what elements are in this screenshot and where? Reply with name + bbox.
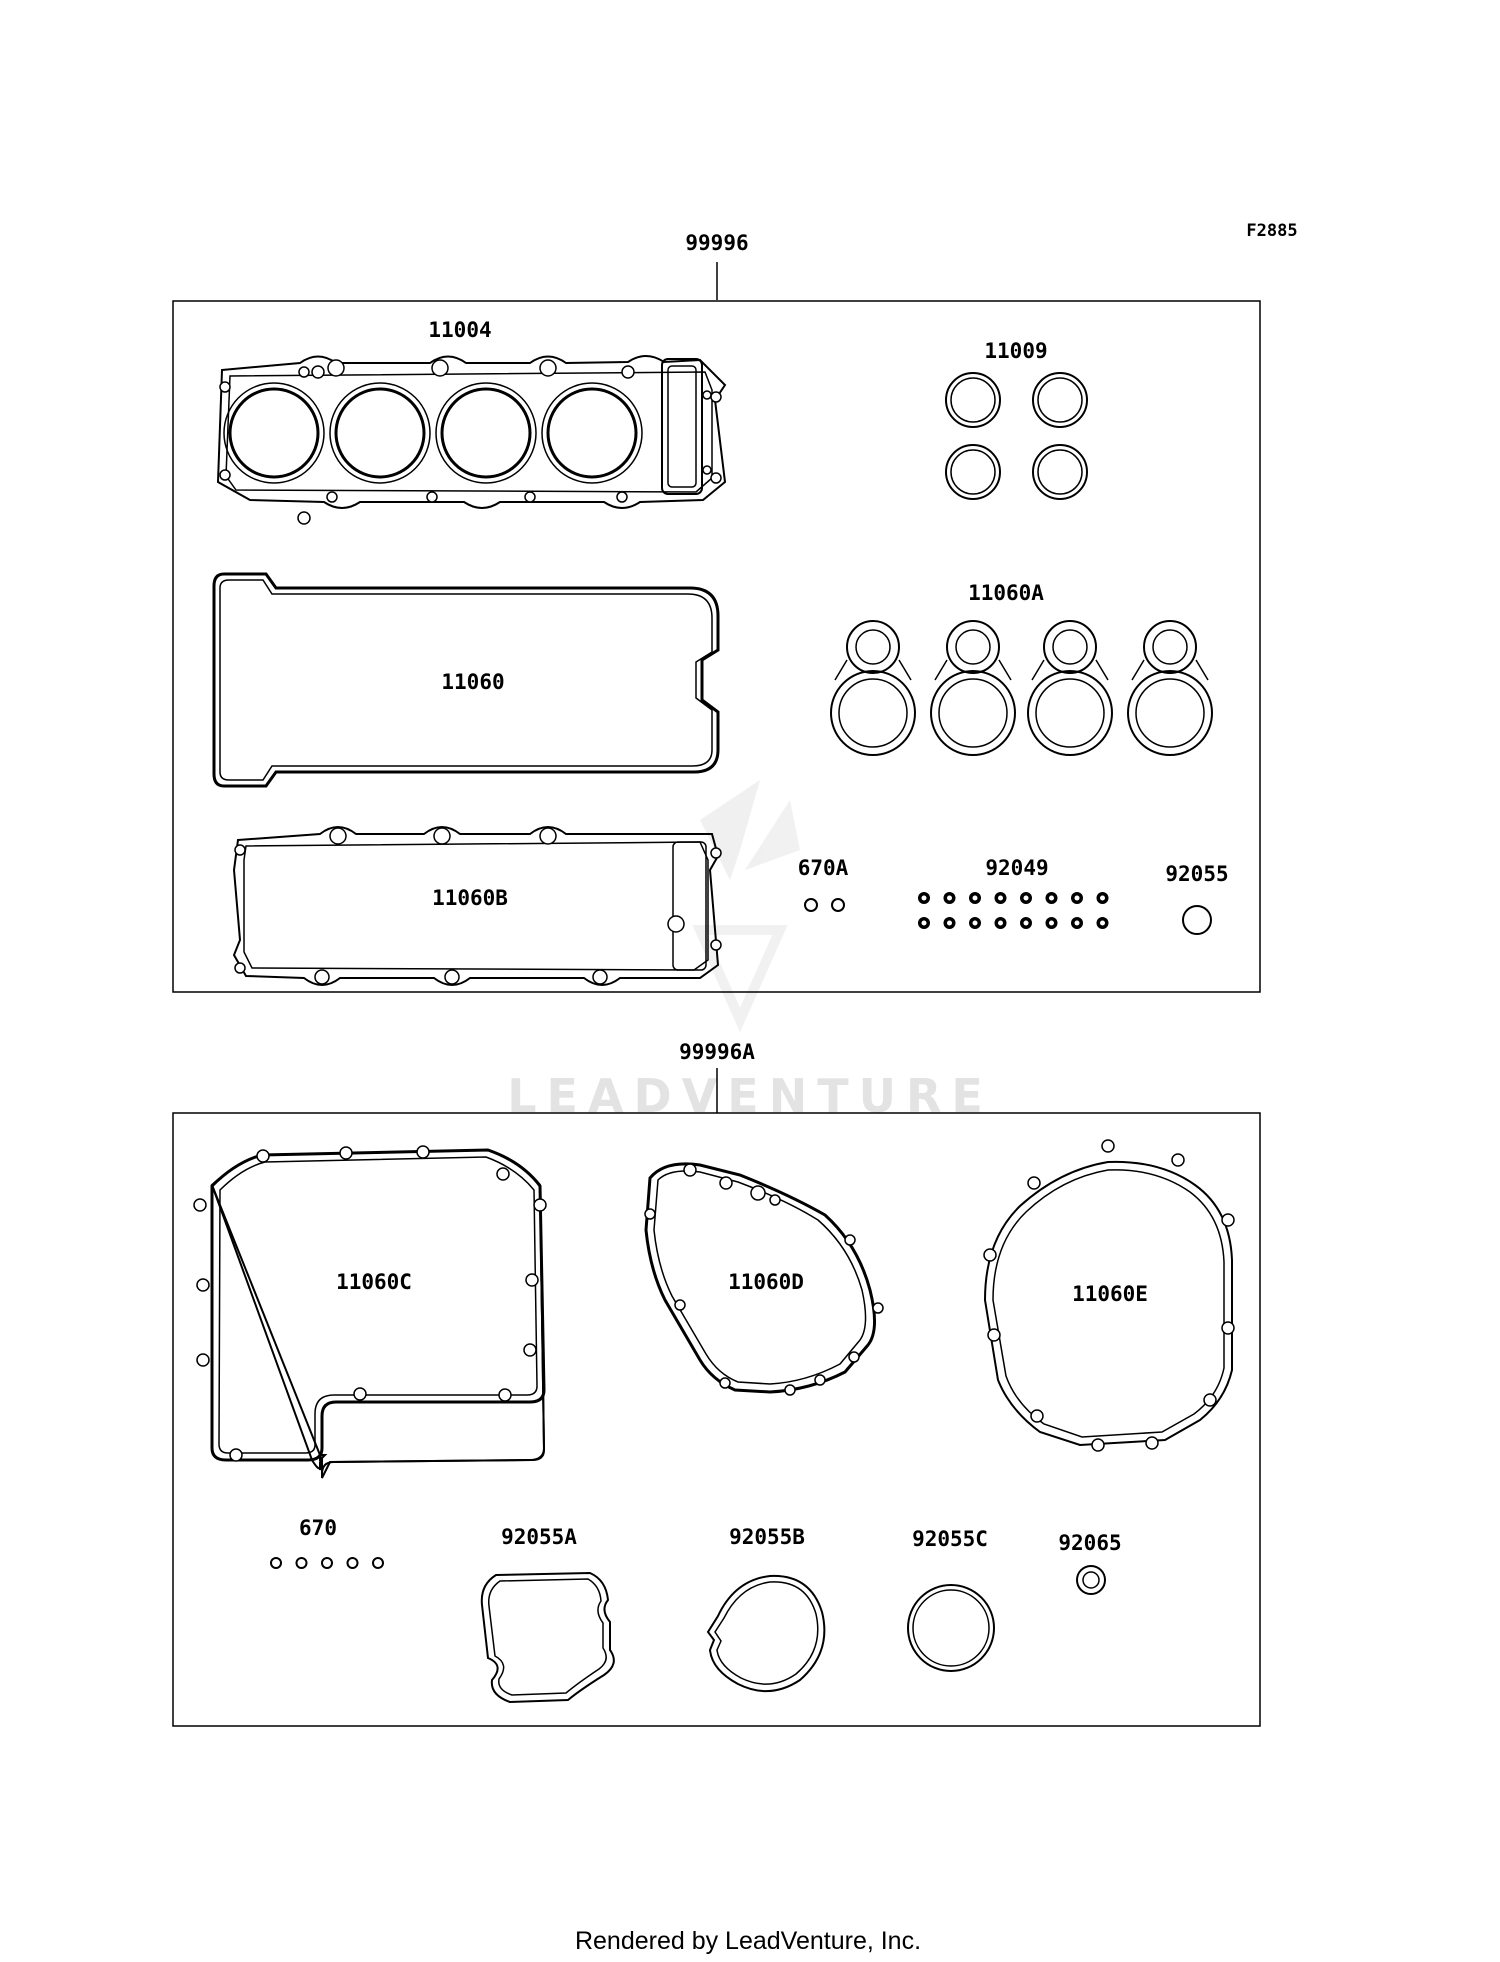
seal-92049-bore [922,896,927,901]
part-label-92055c: 92055C [912,1527,988,1551]
part-label-92055b: 92055B [729,1525,805,1549]
part-label-11060b: 11060B [432,886,508,910]
seal-92049-bore [947,921,952,926]
part-label-11060c: 11060C [336,1270,412,1294]
ring-670 [373,1558,383,1568]
kit-99996a [173,1040,1260,1726]
leadventure-logo-icon [700,780,800,1020]
part-label-11060e: 11060E [1072,1282,1148,1306]
seal-92049-bore [973,921,978,926]
kit-label-99996a[interactable]: 99996A [679,1040,755,1064]
part-label-92065: 92065 [1058,1531,1122,1555]
part-label-670: 670 [299,1516,337,1540]
seal-92049-bore [1100,896,1105,901]
part-92055c-oring[interactable] [908,1527,994,1671]
seal-92049-bore [998,896,1003,901]
part-label-11060: 11060 [441,670,505,694]
part-label-11060d: 11060D [728,1270,804,1294]
part-11060a-seals[interactable] [831,581,1212,755]
seal-92049-bore [1049,896,1054,901]
part-label-670a: 670A [797,856,849,880]
kit-99996 [173,231,1260,992]
seal-92049-bore [998,921,1003,926]
seal-92049-bore [922,921,927,926]
part-92049-seals[interactable] [918,856,1109,929]
part-label-92055: 92055 [1165,862,1229,886]
part-label-92049: 92049 [985,856,1049,880]
seal-92049-bore [947,896,952,901]
figure-code: F2885 [1246,221,1298,241]
seal-92049-bore [1100,921,1105,926]
part-11060e-gasket[interactable] [984,1140,1234,1451]
part-92055a-gasket[interactable] [482,1525,614,1702]
part-11004-gasket[interactable] [218,318,725,524]
seal-92049-bore [973,896,978,901]
part-11060-gasket[interactable] [214,574,718,786]
seal-92049-bore [1024,921,1029,926]
ring-670 [322,1558,332,1568]
watermark [507,780,993,1123]
part-label-11004: 11004 [428,318,492,342]
seal-92049-bore [1049,921,1054,926]
seal-92049-bore [1024,896,1029,901]
seal-92049-bore [1075,896,1080,901]
kit-label-99996[interactable]: 99996 [685,231,749,255]
watermark-text: LEADVENTURE [507,1069,993,1123]
ring-670 [271,1558,281,1568]
part-11060b-gasket[interactable] [234,827,721,985]
part-label-11009: 11009 [984,339,1048,363]
part-92055b-oring[interactable] [708,1525,824,1691]
part-label-92055a: 92055A [501,1525,577,1549]
part-670a-rings[interactable] [798,856,849,911]
ring-670 [348,1558,358,1568]
footer-credit: Rendered by LeadVenture, Inc. [574,1927,922,1955]
part-92055-oring[interactable] [1165,862,1228,934]
part-11009-rings[interactable] [946,339,1087,499]
part-11060d-gasket[interactable] [645,1164,883,1395]
part-92065-seal[interactable] [1058,1531,1121,1594]
part-670-rings[interactable] [271,1516,383,1568]
part-label-11060a: 11060A [968,581,1044,605]
seal-92049-bore [1075,921,1080,926]
ring-670 [297,1558,307,1568]
part-11060c-gasket[interactable] [194,1146,546,1478]
